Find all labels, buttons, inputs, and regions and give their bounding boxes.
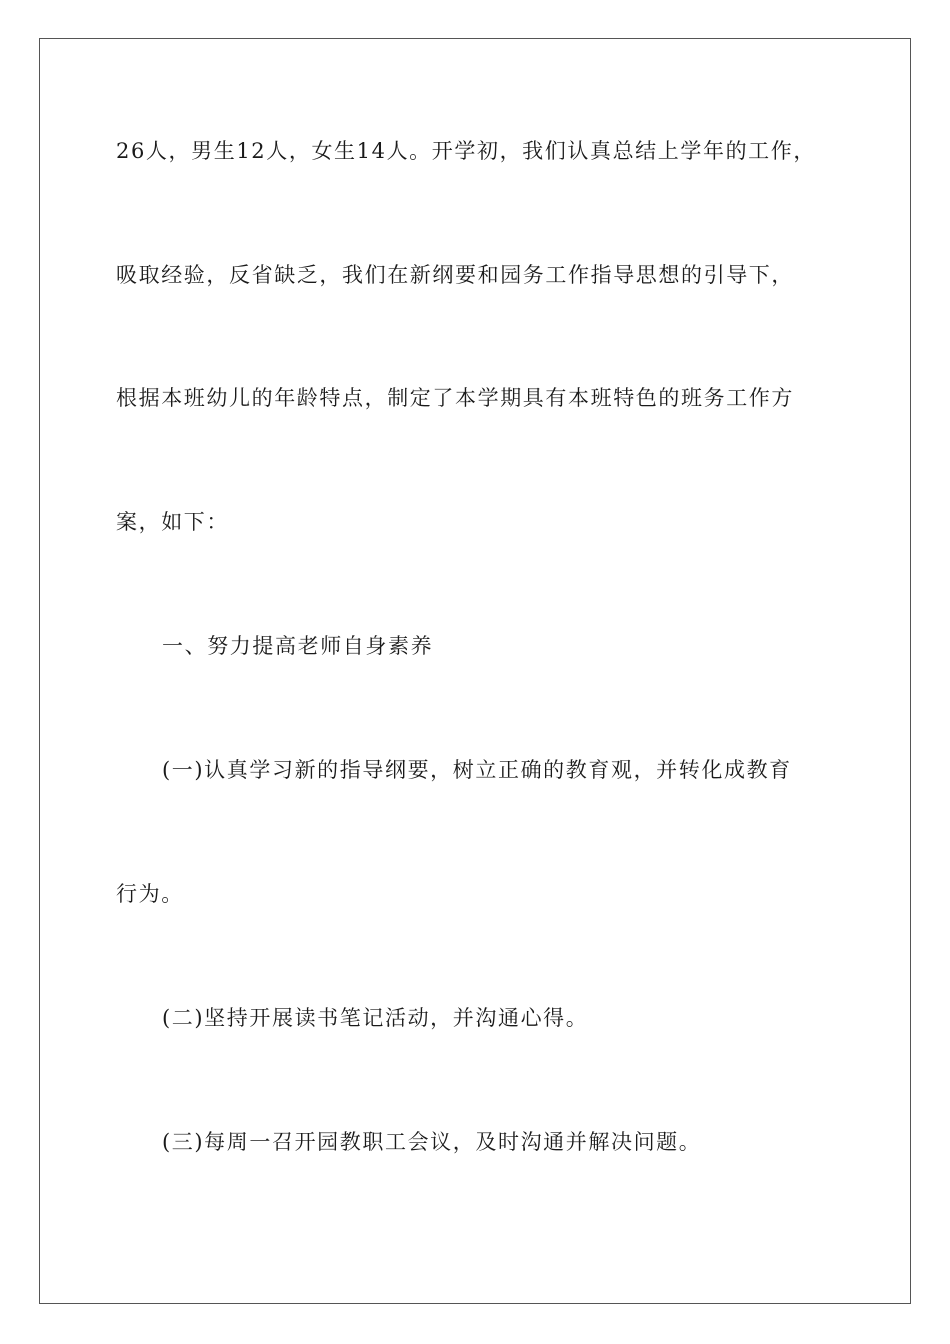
body-text-line-3: 根据本班幼儿的年龄特点，制定了本学期具有本班特色的班务工作方 xyxy=(116,386,794,410)
list-item-1-line-2: 行为。 xyxy=(116,882,184,906)
list-item-3: (三)每周一召开园教职工会议，及时沟通并解决问题。 xyxy=(162,1130,702,1154)
page-frame xyxy=(39,38,911,1304)
body-text-line-4: 案，如下： xyxy=(116,510,229,534)
body-text-line-1: 26人，男生12人，女生14人。开学初，我们认真总结上学年的工作， xyxy=(116,139,816,163)
list-item-1-line-1: (一)认真学习新的指导纲要，树立正确的教育观，并转化成教育 xyxy=(162,758,792,782)
body-text-line-2: 吸取经验，反省缺乏，我们在新纲要和园务工作指导思想的引导下， xyxy=(116,263,794,287)
section-heading: 一、努力提高老师自身素养 xyxy=(162,634,434,658)
list-item-2: (二)坚持开展读书笔记活动，并沟通心得。 xyxy=(162,1006,589,1030)
